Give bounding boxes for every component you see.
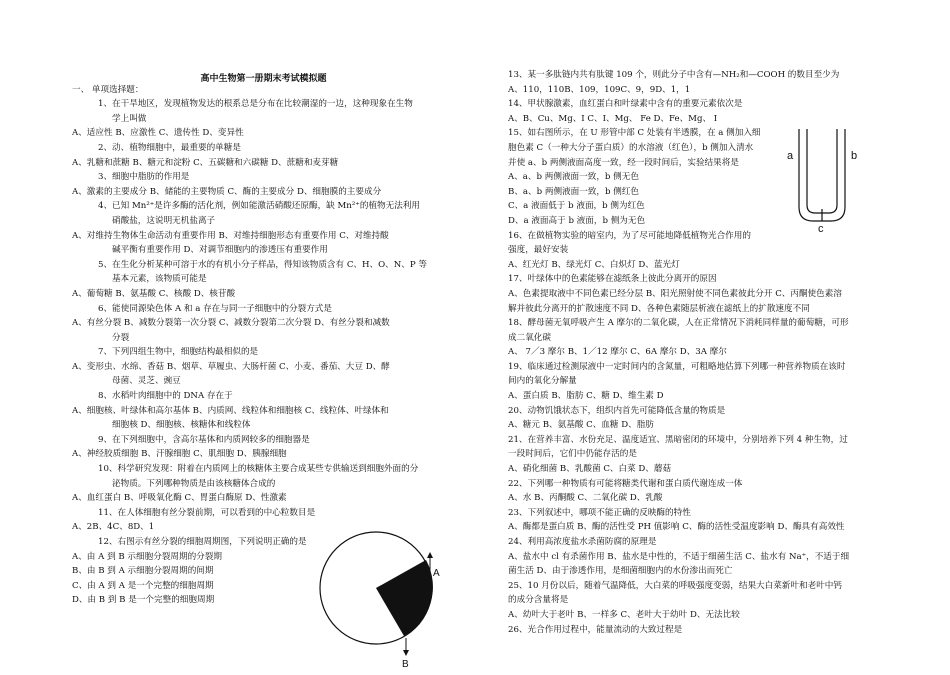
right-text-line: 成二氧化碳	[508, 332, 551, 343]
right-text-line: 17、叶绿体中的色素能够在滤纸条上彼此分离开的原因	[508, 274, 717, 285]
right-text-line: 解并彼此分离开的扩散速度不同 D、各种色素随层析液在滤纸上的扩散速度不同	[508, 303, 810, 314]
left-text-line: A、2B、4C、8D、1	[72, 522, 155, 533]
right-text-line: 一段时间后，它们中仍能存活的是	[508, 449, 637, 460]
section-heading: 一、 单项选择题：	[72, 84, 144, 95]
right-text-line: A、盐水中 cl 有杀菌作用 B、盐水是中性的，不适于细菌生活 C、盐水有 Na⁺，不适于细	[508, 551, 850, 562]
right-text-line: C、a 液面低于 b 液面，b 侧为红色	[508, 201, 645, 212]
left-text-line: 泌物质。下列哪种物质是由该核糖体合成的	[112, 478, 276, 489]
arrow-a-head	[427, 552, 433, 558]
left-text-line: A、神经胶质细胞 B、汗腺细胞 C、肌细胞 D、胰腺细胞	[72, 449, 287, 460]
left-text-line: 硝酸盐，这说明无机盐离子	[112, 215, 216, 226]
left-text-line: 10、科学研究发现：附着在内质网上的核糖体主要合成某些专供输送到细胞外面的分	[98, 464, 419, 475]
arrow-b-head	[403, 650, 409, 656]
right-text-line: 14、甲状腺激素，血红蛋白和叶绿素中含有的重要元素依次是	[508, 99, 743, 110]
right-text-line: 间内的氧化分解量	[508, 376, 577, 387]
right-text-line: D、a 液面高于 b 液面，b 侧为无色	[508, 215, 646, 226]
right-text-line: 的成分含量将是	[508, 595, 569, 606]
right-text-line: 16、在做植物实验的暗室内，为了尽可能地降低植物光合作用的	[508, 230, 751, 241]
right-text-line: A、糖元 B、氨基酸 C、血糖 D、脂肪	[508, 420, 654, 431]
title-spacer	[72, 68, 455, 83]
u-tube-label-a: a	[787, 150, 794, 162]
right-text-line: A、红光灯 B、绿光灯 C、白炽灯 D、蓝光灯	[508, 259, 680, 270]
right-text-line: 15、如右图所示，在 U 形管中部 C 处装有半透膜，在 a 侧加入细	[508, 128, 761, 139]
cell-cycle-diagram	[318, 530, 448, 670]
left-text-line: 碱平衡有重要作用 D、对调节细胞内的渗透压有重要作用	[112, 245, 328, 256]
u-tube-diagram	[785, 125, 885, 235]
page-title: 高中生物第一册期末考试模拟题	[200, 74, 327, 84]
left-text-line: D、由 B 到 B 是一个完整的细胞周期	[72, 595, 215, 606]
left-text-line: 3、细胞中脂肪的作用是	[98, 172, 190, 183]
right-text-line: 胞色素 C（一种大分子蛋白质）的水溶液（红色），b 侧加入清水	[508, 142, 754, 153]
left-text-line: 母菌、灵芝、豌豆	[112, 376, 181, 387]
right-text-line: 13、某一多肽链内共有肽键 109 个，则此分子中含有—NH₂和—COOH 的数目至少为	[508, 70, 840, 80]
left-text-line: 6、能使同源染色体 A 和 a 存在与同一子细胞中的分裂方式是	[98, 303, 332, 314]
left-text-line: 细胞核 D、细胞核、核糖体和线粒体	[112, 420, 251, 431]
cell-cycle-label-a: A	[433, 568, 440, 579]
left-text-line: 分裂	[112, 332, 130, 343]
u-tube-outer	[799, 129, 845, 221]
right-text-line: A、酶都是蛋白质 B、酶的活性受 PH 值影响 C、酶的活性受温度影响 D、酶具有高效性	[508, 522, 845, 533]
u-tube-label-b: b	[851, 150, 858, 162]
left-text-line: 12、右图示有丝分裂的细胞周期图，下列说明正确的是	[98, 537, 307, 547]
right-text-line: A、色素提取液中不同色素已经分层 B、阳光照射使不同色素彼此分开 C、丙酮使色素溶	[508, 288, 842, 299]
right-text-line: A、水 B、丙酮酸 C、二氧化碳 D、乳酸	[508, 493, 663, 504]
left-text-line: 4、已知 Mn²⁺是许多酶的活化剂，例如能激活硝酸还原酶，缺 Mn²⁺的植物无法利用	[98, 201, 420, 212]
left-text-line: 8、水稻叶肉细胞中的 DNA 存在于	[98, 391, 233, 402]
left-text-line: 1、在干旱地区，发现植物发达的根系总是分布在比较潮湿的一边，这种现象在生物	[98, 99, 413, 110]
u-tube-label-c: c	[818, 223, 824, 235]
right-text-line: 25、10 月份以后，随着气温降低，大白菜的呼吸强度变弱，结果大白菜新叶和老叶中钙	[508, 580, 842, 591]
right-text-line: 24、利用高浓度盐水杀菌防腐的原理是	[508, 537, 657, 547]
right-text-line: 并使 a、b 两侧液面高度一致，经一段时间后，实验结果将是	[508, 157, 739, 168]
right-text-line: A、B、Cu、Mg、I C、I、Mg、 Fe D、Fe、Mg、 I	[508, 113, 718, 124]
left-text-line: 9、在下列细胞中，含高尔基体和内质网较多的细胞器是	[98, 434, 310, 445]
right-text-line: 26、光合作用过程中，能量流动的大致过程是	[508, 624, 683, 635]
right-text-line: A、蛋白质 B、脂肪 C、糖 D、维生素 D	[508, 391, 664, 402]
right-text-line: B、a、b 两侧液面一致，b 侧红色	[508, 186, 640, 197]
right-text-line: 18、酵母菌无氧呼吸产生 A 摩尔的二氧化碳，人在正常情况下消耗同样量的葡萄糖，可形	[508, 318, 849, 329]
left-text-line: 11、在人体细胞有丝分裂前期，可以看到的中心粒数目是	[98, 507, 316, 518]
left-text-line: 7、下列四组生物中，细胞结构最相似的是	[98, 347, 259, 358]
left-text-line: C、由 A 到 A 是一个完整的细胞周期	[72, 580, 214, 591]
right-text-line: 22、下列哪一种物质有可能将糖类代谢和蛋白质代谢连成一体	[508, 478, 743, 489]
right-text-line: A、 7／3 摩尔 B、1／12 摩尔 C、6A 摩尔 D、3A 摩尔	[508, 347, 727, 358]
left-text-line: A、细胞核、叶绿体和高尔基体 B、内质网、线粒体和细胞核 C、线粒体、叶绿体和	[72, 405, 389, 416]
left-text-line: A、有丝分裂 B、减数分裂第一次分裂 C、减数分裂第二次分裂 D、有丝分裂和减数	[72, 318, 390, 329]
left-text-line: A、乳糖和蔗糖 B、糖元和淀粉 C、五碳糖和六碳糖 D、蔗糖和麦芽糖	[72, 157, 339, 168]
left-text-line: 基本元素，该物质可能是	[112, 274, 207, 285]
left-text-line: 5、在生化分析某种可溶于水的有机小分子样品，得知该物质含有 C、H、O、N、P 等	[98, 259, 427, 270]
left-text-line: A、血红蛋白 B、呼吸氧化酶 C、胃蛋白酶原 D、性激素	[72, 493, 287, 504]
right-text-line: A、幼叶大于老叶 B、一样多 C、老叶大于幼叶 D、无法比较	[508, 609, 740, 620]
right-text-line: A、a、b 两侧液面一致，b 侧无色	[508, 172, 639, 183]
right-text-line: 21、在营养丰富、水份充足、温度适宜、黑暗密闭的环境中，分别培养下列 4 种生物，过	[508, 434, 848, 445]
left-text-line: 学上叫做	[112, 113, 147, 124]
left-text-line: A、葡萄糖 B、氨基酸 C、核酸 D、核苷酸	[72, 288, 236, 299]
left-text-line: A、激素的主要成分 B、储能的主要物质 C、酶的主要成分 D、细胞膜的主要成分	[72, 186, 382, 197]
right-text-line: A、110，110B、109，109C、9，9D、1，1	[508, 84, 691, 95]
left-text-line: A、对维持生物体生命活动有重要作用 B、对维持细胞形态有重要作用 C、对维持酸	[72, 230, 389, 241]
right-text-line: 菌生活 D、由于渗透作用，是细菌细胞内的水份渗出而死亡	[508, 566, 733, 577]
left-text-line: 2、动、植物细胞中，最重要的单糖是	[98, 142, 241, 153]
right-text-line: A、硝化细菌 B、乳酸菌 C、白菜 D、蘑菇	[508, 464, 672, 475]
left-text-line: B、由 B 到 A 示细胞分裂周期的间期	[72, 566, 214, 577]
left-text-line: A、由 A 到 B 示细胞分裂周期的分裂期	[72, 551, 222, 562]
u-tube-inner	[807, 129, 837, 213]
right-text-line: 23、下列叙述中，哪项不能正确的反映酶的特性	[508, 507, 691, 518]
left-column	[72, 68, 455, 608]
right-text-line: 19、临床通过检测尿液中一定时间内的含氮量，可粗略地估算下列哪一种营养物质在该时	[508, 361, 846, 372]
left-text-line: A、适应性 B、应激性 C、遗传性 D、变异性	[72, 128, 244, 139]
right-text-line: 20、动物饥饿状态下，组织内首先可能降低含量的物质是	[508, 405, 726, 416]
left-text-line: A、变形虫、水绵、香菇 B、烟草、草履虫、大肠杆菌 C、小麦、番茄、大豆 D、酵	[72, 361, 390, 372]
right-text-line: 强度，最好安装	[508, 245, 569, 256]
cell-cycle-label-b: B	[402, 659, 409, 670]
